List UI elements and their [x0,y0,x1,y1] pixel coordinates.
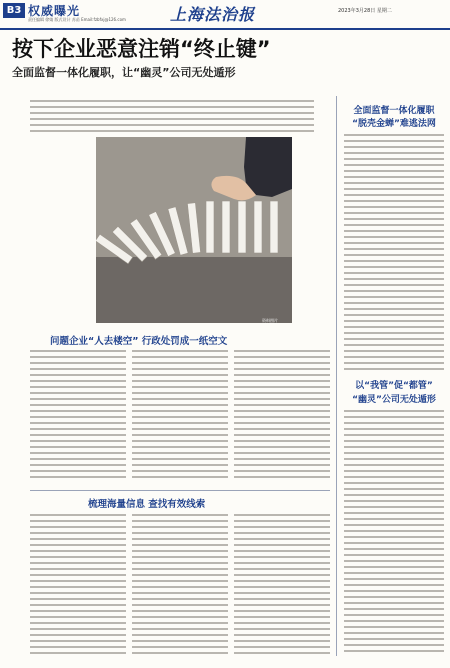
photo-caption: 资料图片 [262,318,278,323]
sidebar-rule [336,96,337,656]
sidebar-title-2a: 以“我管”促“都管” [355,381,433,391]
newspaper-masthead: 上海法治报 [170,5,256,24]
body-column-5 [132,514,228,656]
lead-paragraph [30,100,314,136]
sidebar-body-2 [344,410,444,654]
body-column-6 [234,514,330,656]
section-name: 权威曝光 [28,4,81,18]
header-rule [0,28,450,30]
section-divider [30,490,330,491]
sidebar-title-2b: “幽灵”公司无处遁形 [352,395,436,405]
body-column-3 [234,350,330,482]
sidebar-title-1b: “脱壳金蝉”难逃法网 [352,119,436,129]
page-number-badge: B3 [3,3,25,18]
body-column-2 [132,350,228,482]
sidebar-body-1 [344,134,444,370]
body-column-1 [30,350,126,482]
body-column-4 [30,514,126,656]
headline: 按下企业恶意注销“终止键” [12,37,271,61]
editor-credits: 责任编辑 徐婧 版式设计 苏苗 Email:fzbfxj@126.com [28,17,126,22]
issue-date: 2023年3月28日 星期二 [338,8,392,14]
article-photo [96,137,292,323]
subheadline: 全面监督一体化履职，让“幽灵”公司无处遁形 [12,66,236,79]
section-title-1: 问题企业“人去楼空” 行政处罚成一纸空文 [50,336,228,347]
domino-hand-image [96,137,292,323]
sidebar-title-1a: 全面监督一体化履职 [353,106,435,116]
section-title-2: 梳理海量信息 查找有效线索 [88,499,206,510]
